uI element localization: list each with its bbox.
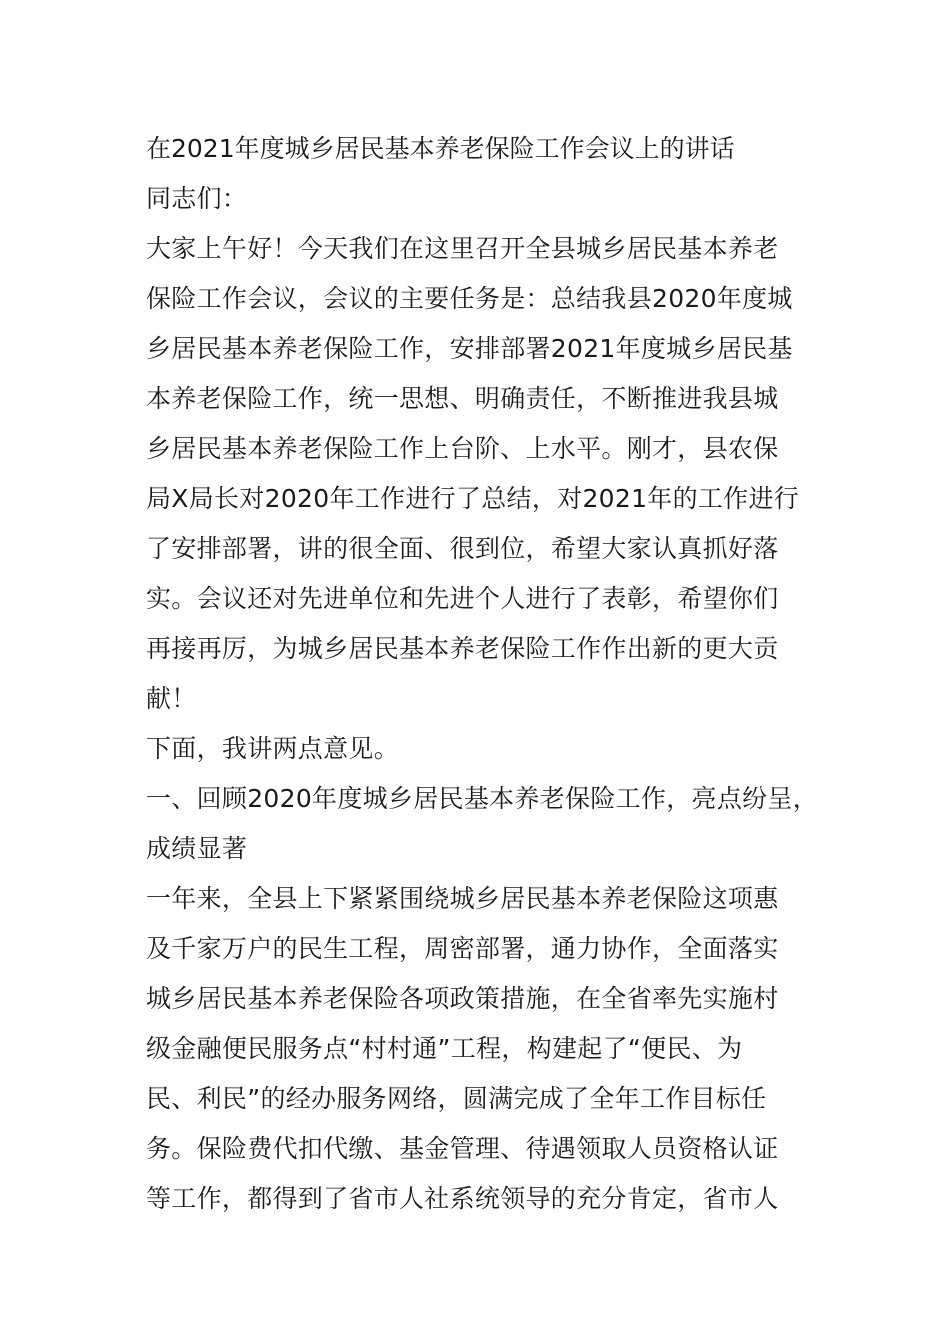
paragraph-line: 城乡居民基本养老保险各项政策措施，在全省率先实施村 bbox=[146, 984, 779, 1013]
paragraph-line: 大家上午好！今天我们在这里召开全县城乡居民基本养老 bbox=[146, 234, 779, 263]
paragraph-line: 及千家万户的民生工程，周密部署，通力协作，全面落实 bbox=[146, 934, 779, 963]
paragraph-line: 级金融便民服务点“村村通”工程，构建起了“便民、为 bbox=[146, 1034, 743, 1063]
paragraph-line: 再接再厉，为城乡居民基本养老保险工作作出新的更大贡 bbox=[146, 634, 779, 663]
salutation: 同志们： bbox=[146, 184, 248, 213]
paragraph-line: 实。会议还对先进单位和先进个人进行了表彰，希望你们 bbox=[146, 584, 779, 613]
paragraph-line: 民、利民”的经办服务网络，圆满完成了全年工作目标任 bbox=[146, 1084, 767, 1113]
section-heading-1 bbox=[146, 774, 836, 874]
paragraph-transition: 下面，我讲两点意见。 bbox=[146, 734, 400, 763]
paragraph-line: 保险工作会议，会议的主要任务是：总结我县2020年度城 bbox=[146, 284, 793, 313]
document-body bbox=[146, 124, 836, 1224]
paragraph-line: 乡居民基本养老保险工作上台阶、上水平。刚才，县农保 bbox=[146, 434, 779, 463]
paragraph-line: 局X局长对2020年工作进行了总结，对2021年的工作进行 bbox=[146, 484, 800, 513]
paragraph-line: 乡居民基本养老保险工作，安排部署2021年度城乡居民基 bbox=[146, 334, 793, 363]
paragraph-line: 献！ bbox=[146, 684, 197, 713]
paragraph-line: 等工作，都得到了省市人社系统领导的充分肯定，省市人 bbox=[146, 1184, 779, 1213]
heading-line: 成绩显著 bbox=[146, 834, 248, 863]
document-title: 在2021年度城乡居民基本养老保险工作会议上的讲话 bbox=[146, 134, 735, 163]
paragraph-line: 本养老保险工作，统一思想、明确责任，不断推进我县城 bbox=[146, 384, 779, 413]
paragraph-line: 一年来，全县上下紧紧围绕城乡居民基本养老保险这项惠 bbox=[146, 884, 779, 913]
paragraph-review bbox=[146, 874, 836, 1224]
paragraph-opening bbox=[146, 224, 836, 724]
heading-line: 一、回顾2020年度城乡居民基本养老保险工作，亮点纷呈， bbox=[146, 784, 819, 813]
paragraph-line: 了安排部署，讲的很全面、很到位，希望大家认真抓好落 bbox=[146, 534, 779, 563]
paragraph-line: 务。保险费代扣代缴、基金管理、待遇领取人员资格认证 bbox=[146, 1134, 779, 1163]
